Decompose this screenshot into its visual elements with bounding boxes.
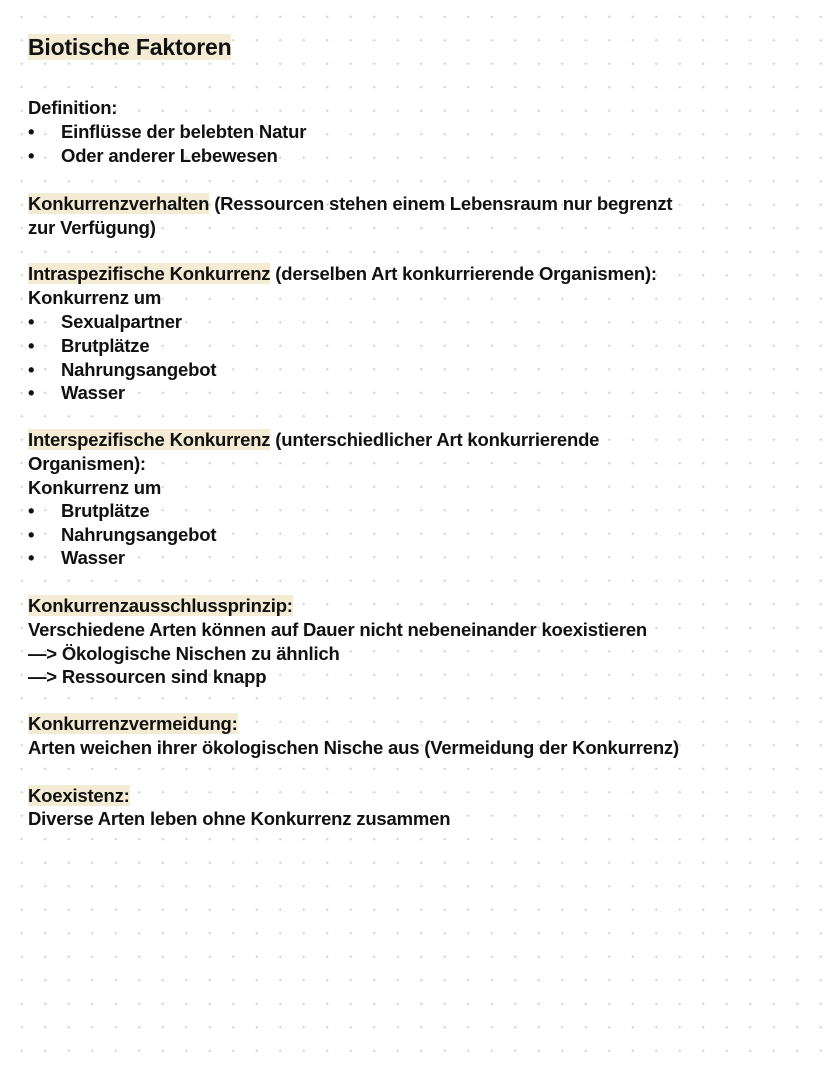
text: (Ressourcen stehen einem Lebensraum nur begrenzt xyxy=(209,193,673,214)
list-item xyxy=(28,381,125,405)
item-text: Wasser xyxy=(61,382,125,403)
bullet-icon: • xyxy=(28,547,35,568)
intra-heading: Intraspezifische Konkurrenz xyxy=(28,263,271,284)
item-text: Nahrungsangebot xyxy=(61,359,217,380)
inter-heading: Interspezifische Konkurrenz xyxy=(28,429,271,450)
koexistenz-text: Diverse Arten leben ohne Konkurrenz zusammen xyxy=(28,808,451,829)
list-item xyxy=(28,358,216,382)
list-item xyxy=(28,334,149,358)
ausschluss-line: Verschiedene Arten können auf Dauer nicht nebeneinander koexistieren xyxy=(28,619,648,640)
item-text: Sexualpartner xyxy=(61,311,182,332)
verhalten-heading: Konkurrenzverhalten xyxy=(28,193,210,214)
title-text: Biotische Faktoren xyxy=(28,34,232,60)
intra-line xyxy=(28,262,657,286)
item-text: Einflüsse der belebten Natur xyxy=(61,121,307,142)
bullet-icon: • xyxy=(28,524,35,545)
intra-sub: Konkurrenz um xyxy=(28,287,162,308)
text: (unterschiedlicher Art konkurrierende xyxy=(270,429,600,450)
list-item xyxy=(28,144,278,168)
vermeidung-text: Arten weichen ihrer ökologischen Nische aus (Vermeidung der Konkurrenz) xyxy=(28,737,679,758)
item-text: Nahrungsangebot xyxy=(61,524,217,545)
bullet-icon: • xyxy=(28,359,35,380)
text: (derselben Art konkurrierende Organismen): xyxy=(270,263,657,284)
verhalten-line xyxy=(28,192,672,216)
ausschluss-line: —> Ressourcen sind knapp xyxy=(28,666,267,687)
bullet-icon: • xyxy=(28,121,35,142)
item-text: Wasser xyxy=(61,547,125,568)
list-item xyxy=(28,499,149,523)
item-text: Oder anderer Lebewesen xyxy=(61,145,278,166)
ausschluss-line: —> Ökologische Nischen zu ähnlich xyxy=(28,643,340,664)
definition-heading: Definition: xyxy=(28,97,118,118)
verhalten-line-2: zur Verfügung) xyxy=(28,217,156,238)
koexistenz-heading xyxy=(28,784,130,808)
heading-text: Koexistenz: xyxy=(28,785,130,806)
heading-text: Konkurrenzausschlussprinzip: xyxy=(28,595,293,616)
heading-text: Konkurrenzvermeidung: xyxy=(28,713,238,734)
bullet-icon: • xyxy=(28,500,35,521)
bullet-icon: • xyxy=(28,145,35,166)
bullet-icon: • xyxy=(28,382,35,403)
bullet-icon: • xyxy=(28,311,35,332)
inter-sub: Konkurrenz um xyxy=(28,477,162,498)
item-text: Brutplätze xyxy=(61,500,150,521)
list-item xyxy=(28,120,306,144)
list-item xyxy=(28,310,182,334)
bullet-icon: • xyxy=(28,335,35,356)
item-text: Brutplätze xyxy=(61,335,150,356)
vermeidung-heading xyxy=(28,712,238,736)
inter-line xyxy=(28,428,599,452)
page-title xyxy=(28,36,231,60)
list-item xyxy=(28,523,216,547)
ausschluss-heading xyxy=(28,594,293,618)
inter-line-2: Organismen): xyxy=(28,453,146,474)
list-item xyxy=(28,546,125,570)
